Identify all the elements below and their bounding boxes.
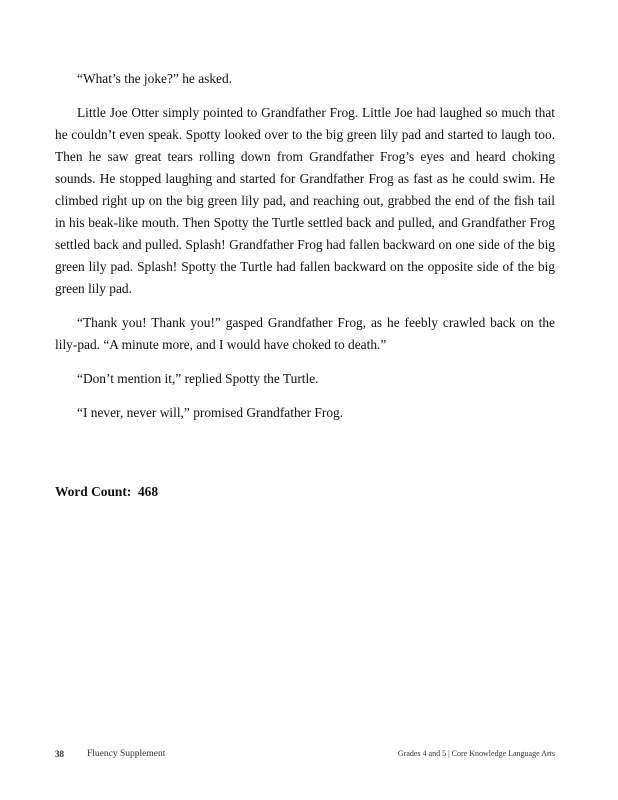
word-count-label: Word Count:	[55, 484, 132, 499]
paragraph-dont-mention: “Don’t mention it,” replied Spotty the Turtle.	[77, 371, 319, 386]
word-count	[55, 484, 158, 500]
paragraph-rescue: Little Joe Otter simply pointed to Grandfather Frog. Little Joe had laughed so much that he couldn’t even speak. Spotty looked over to the big green lily pad and started to laugh too. Then he saw great tears rolling down from Grandfather Frog’s eyes and heard choking sounds. He stopped laughing and started for Grandfather Frog as fast as he could swim. He climbed right up on the big green lily pad, and reaching out, grabbed the end of the fish tail in his beak-like mouth. Then Spotty the Turtle settled back and pulled, and Grandfather Frog settled back and pulled. Splash! Grandfather Frog had fallen backward on one side of the big green lily pad. Splash! Spotty the Turtle had fallen backward on the opposite side of the big green lily pad.	[55, 105, 555, 296]
paragraph-never: “I never, never will,” promised Grandfather Frog.	[77, 405, 344, 420]
story-text	[55, 68, 555, 424]
word-count-value: 468	[137, 484, 159, 499]
footer-supplement-title: Fluency Supplement	[87, 749, 166, 759]
paragraph-joke-question: “What’s the joke?” he asked.	[77, 71, 233, 86]
page-footer	[55, 749, 555, 763]
paragraph-thank-you: “Thank you! Thank you!” gasped Grandfather Frog, as he feebly crawled back on the lily-pad. “A minute more, and I would have choked to death.”	[55, 315, 555, 352]
page-number: 38	[55, 749, 64, 759]
footer-grade-line: Grades 4 and 5 | Core Knowledge Language Arts	[397, 749, 555, 758]
